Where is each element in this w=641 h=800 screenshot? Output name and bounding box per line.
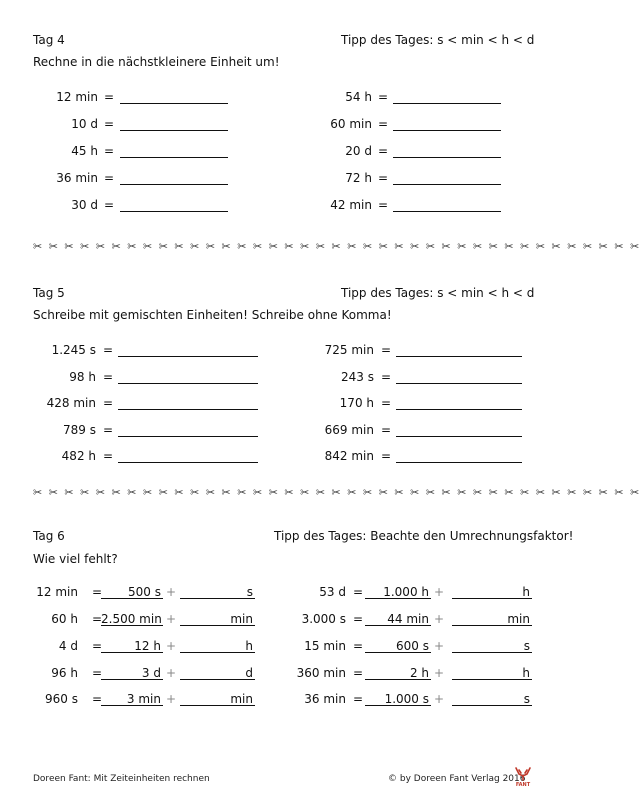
tag5-left-value: 789 s: [63, 423, 96, 437]
tag6-right-given: 44 min: [387, 612, 429, 626]
plus-sign: +: [166, 692, 177, 706]
tag6-right-total: 15 min: [304, 639, 346, 653]
equals-sign: =: [92, 666, 103, 680]
answer-line[interactable]: [393, 157, 501, 158]
tag4-tip: Tipp des Tages: s < min < h < d: [341, 33, 535, 47]
plus-sign: +: [166, 612, 177, 626]
equals-sign: =: [381, 423, 392, 437]
tag6-right-unit: h: [522, 585, 530, 599]
equals-sign: =: [92, 612, 103, 626]
tag5-title: Tag 5: [33, 286, 65, 300]
answer-line[interactable]: [393, 103, 501, 104]
answer-line[interactable]: [396, 383, 522, 384]
tag6-left-given: 2.500 min: [101, 612, 162, 626]
plus-sign: +: [434, 666, 445, 680]
equals-sign: =: [103, 370, 114, 384]
footer-left: Doreen Fant: Mit Zeiteinheiten rechnen: [33, 774, 210, 784]
tag6-left-unit: min: [230, 612, 253, 626]
equals-sign: =: [104, 171, 115, 185]
tag4-left-value: 12 min: [56, 90, 98, 104]
tag5-left-value: 98 h: [69, 370, 96, 384]
answer-line[interactable]: [396, 356, 522, 357]
equals-sign: =: [103, 396, 114, 410]
equals-sign: =: [103, 449, 114, 463]
tag5-left-value: 428 min: [46, 396, 96, 410]
tag6-right-given: 1.000 h: [383, 585, 429, 599]
tag6-left-unit: s: [246, 585, 253, 599]
tag4-right-value: 72 h: [345, 171, 372, 185]
tag4-title: Tag 4: [33, 33, 65, 47]
tag4-left-value: 30 d: [71, 198, 98, 212]
answer-line[interactable]: [396, 409, 522, 410]
plus-sign: +: [166, 585, 177, 599]
equals-sign: =: [103, 343, 114, 357]
tag6-left-given: 3 min: [126, 692, 161, 706]
equals-sign: =: [92, 585, 103, 599]
tag5-right-value: 170 h: [339, 396, 374, 410]
answer-line[interactable]: [393, 130, 501, 131]
answer-line[interactable]: [120, 130, 228, 131]
answer-line[interactable]: [396, 436, 522, 437]
logo-text: FANT: [515, 782, 531, 788]
tag5-left-value: 1.245 s: [51, 343, 96, 357]
plus-sign: +: [434, 692, 445, 706]
tag6-left-unit: min: [230, 692, 253, 706]
equals-sign: =: [92, 692, 103, 706]
footer-right: © by Doreen Fant Verlag 2016: [388, 774, 526, 784]
equals-sign: =: [104, 198, 115, 212]
tag6-left-given: 500 s: [128, 585, 161, 599]
publisher-logo: [512, 766, 534, 788]
answer-line[interactable]: [118, 462, 258, 463]
answer-line[interactable]: [118, 383, 258, 384]
equals-sign: =: [103, 423, 114, 437]
equals-sign: =: [378, 198, 389, 212]
equals-sign: =: [353, 692, 364, 706]
tag6-right-unit: min: [507, 612, 530, 626]
equals-sign: =: [381, 449, 392, 463]
tag6-right-unit: h: [522, 666, 530, 680]
tag6-instruction: Wie viel fehlt?: [33, 552, 118, 566]
cut-line-2: ✂ ✂ ✂ ✂ ✂ ✂ ✂ ✂ ✂ ✂ ✂ ✂ ✂ ✂ ✂ ✂ ✂ ✂ ✂ ✂ ✂ ✂ ✂ ✂ ✂ ✂ ✂ ✂ ✂ ✂ ✂ ✂ ✂ ✂ ✂ ✂ ✂ ✂ ✂: [33, 486, 641, 499]
tag5-right-value: 842 min: [324, 449, 374, 463]
tag6-left-total: 12 min: [36, 585, 78, 599]
tag6-right-total: 3.000 s: [301, 612, 346, 626]
plus-sign: +: [166, 639, 177, 653]
tag6-left-total: 60 h: [51, 612, 78, 626]
equals-sign: =: [353, 666, 364, 680]
tag4-left-value: 36 min: [56, 171, 98, 185]
tag6-left-given: 3 d: [141, 666, 161, 680]
tag6-right-total: 53 d: [319, 585, 346, 599]
tag6-left-total: 960 s: [45, 692, 78, 706]
answer-line[interactable]: [396, 462, 522, 463]
tag6-right-unit: s: [523, 692, 530, 706]
tag6-right-given: 2 h: [409, 666, 429, 680]
equals-sign: =: [378, 90, 389, 104]
tag4-right-value: 42 min: [330, 198, 372, 212]
tag5-left-value: 482 h: [61, 449, 96, 463]
answer-line[interactable]: [118, 356, 258, 357]
tag4-left-value: 10 d: [71, 117, 98, 131]
answer-line[interactable]: [393, 211, 501, 212]
equals-sign: =: [378, 117, 389, 131]
answer-line[interactable]: [118, 436, 258, 437]
equals-sign: =: [104, 90, 115, 104]
equals-sign: =: [381, 396, 392, 410]
equals-sign: =: [381, 343, 392, 357]
tag6-right-unit: s: [523, 639, 530, 653]
equals-sign: =: [104, 144, 115, 158]
tag6-left-unit: h: [245, 639, 253, 653]
tag5-tip: Tipp des Tages: s < min < h < d: [341, 286, 535, 300]
equals-sign: =: [353, 612, 364, 626]
tag4-right-value: 60 min: [330, 117, 372, 131]
equals-sign: =: [353, 585, 364, 599]
tag4-left-value: 45 h: [71, 144, 98, 158]
plus-sign: +: [434, 639, 445, 653]
answer-line[interactable]: [118, 409, 258, 410]
tag5-right-value: 669 min: [324, 423, 374, 437]
answer-line[interactable]: [120, 211, 228, 212]
tag4-right-value: 54 h: [345, 90, 372, 104]
tag6-right-given: 600 s: [396, 639, 429, 653]
tag6-left-total: 96 h: [51, 666, 78, 680]
tag6-left-given: 12 h: [134, 639, 161, 653]
cut-line-1: ✂ ✂ ✂ ✂ ✂ ✂ ✂ ✂ ✂ ✂ ✂ ✂ ✂ ✂ ✂ ✂ ✂ ✂ ✂ ✂ ✂ ✂ ✂ ✂ ✂ ✂ ✂ ✂ ✂ ✂ ✂ ✂ ✂ ✂ ✂ ✂ ✂ ✂ ✂: [33, 240, 641, 253]
plus-sign: +: [434, 585, 445, 599]
tag6-right-total: 360 min: [296, 666, 346, 680]
equals-sign: =: [378, 171, 389, 185]
equals-sign: =: [92, 639, 103, 653]
equals-sign: =: [353, 639, 364, 653]
tag4-instruction: Rechne in die nächstkleinere Einheit um!: [33, 55, 280, 69]
tag6-left-total: 4 d: [58, 639, 78, 653]
answer-line[interactable]: [120, 103, 228, 104]
equals-sign: =: [378, 144, 389, 158]
answer-line[interactable]: [120, 184, 228, 185]
plus-sign: +: [434, 612, 445, 626]
equals-sign: =: [104, 117, 115, 131]
tag6-right-total: 36 min: [304, 692, 346, 706]
tag5-right-value: 243 s: [341, 370, 374, 384]
plus-sign: +: [166, 666, 177, 680]
tag6-right-given: 1.000 s: [384, 692, 429, 706]
tag6-tip: Tipp des Tages: Beachte den Umrechnungsfaktor!: [274, 529, 574, 543]
equals-sign: =: [381, 370, 392, 384]
tag6-left-unit: d: [245, 666, 253, 680]
answer-line[interactable]: [393, 184, 501, 185]
tag5-instruction: Schreibe mit gemischten Einheiten! Schreibe ohne Komma!: [33, 308, 392, 322]
tag5-right-value: 725 min: [324, 343, 374, 357]
answer-line[interactable]: [120, 157, 228, 158]
tag6-title: Tag 6: [33, 529, 65, 543]
tag4-right-value: 20 d: [345, 144, 372, 158]
